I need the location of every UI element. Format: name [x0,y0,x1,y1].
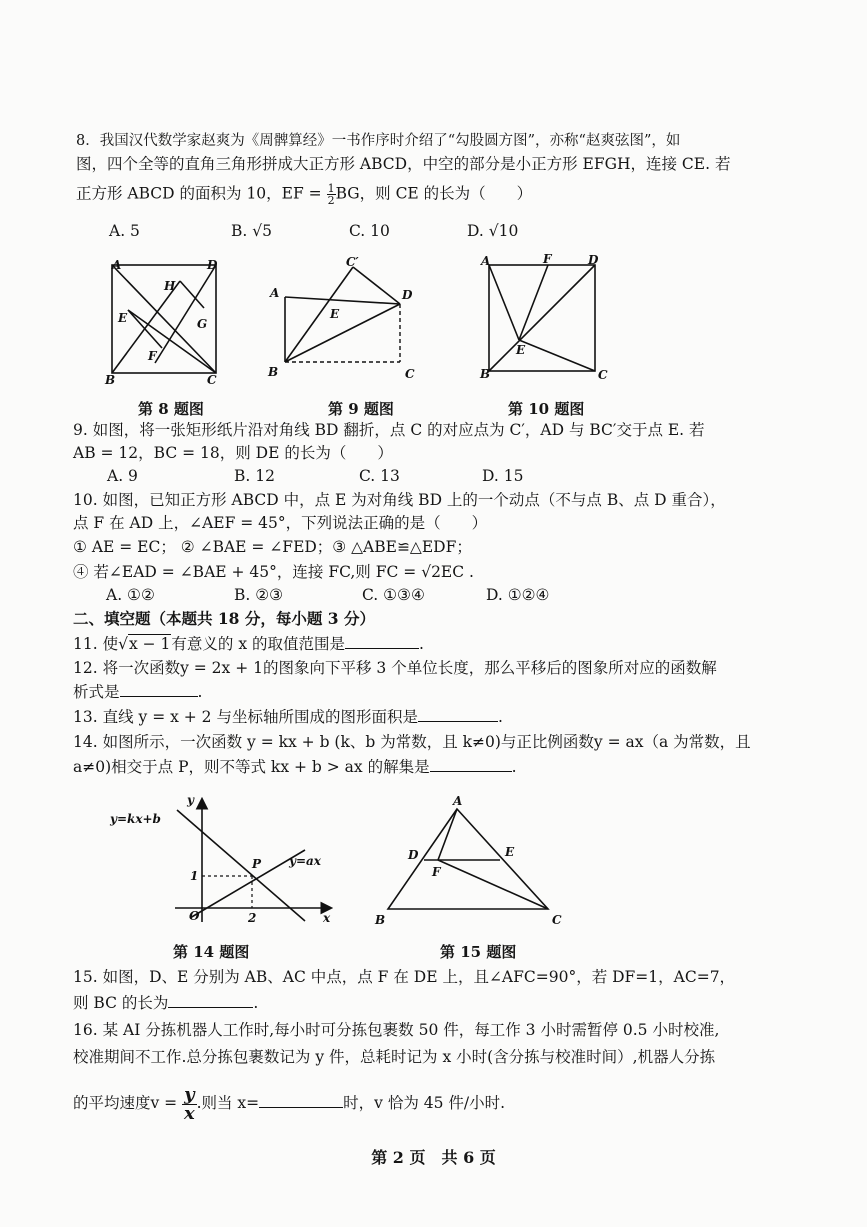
figure-8 [100,250,230,390]
q14-answer-blank[interactable] [430,757,512,772]
q8-line3-a: 正方形 ABCD 的面积为 10，EF = [76,184,327,203]
fig8-label-g: G [197,317,208,331]
fig14-label-kx-plus-b: y=kx+b [110,812,161,826]
q13-line [73,707,503,727]
figure-10 [476,250,616,385]
caption-figure-14: 第 14 题图 [173,943,250,961]
q12-line1: 12. 将一次函数y = 2x + 1的图象向下平移 3 个单位长度，那么平移后的图象所对应的函数解 [73,659,717,677]
q10-option-c: C. ①③④ [362,586,425,604]
q11-prefix: 11. 使 [73,635,119,653]
q13-text: 13. 直线 y = x + 2 与坐标轴所围成的图形面积是 [73,708,418,726]
sqrt-symbol: √ [118,635,128,653]
q8-line3-b: BG，则 CE 的长为（ ） [335,184,533,203]
q9-line2: AB = 12，BC = 18，则 DE 的长为（ ） [73,444,393,462]
q16-line3-b: .则当 x= [196,1094,260,1112]
q10-line2: 点 F 在 AD 上，∠AEF = 45°，下列说法正确的是（ ） [73,514,488,532]
fig8-label-b: B [105,373,116,387]
q8-option-c: C. 10 [349,222,390,240]
q8-option-a: A. 5 [109,222,140,240]
fig10-label-d: D [588,253,599,267]
fig9-label-a: A [270,286,280,300]
fig9-label-b: B [268,365,279,379]
q15-end: . [253,994,259,1012]
fig8-label-c: C [207,373,217,387]
fig8-label-f: F [148,349,157,363]
q10-line4: ④ 若∠EAD = ∠BAE + 45°，连接 FC,则 FC = √2EC . [73,563,474,581]
fig14-tick-1: 1 [190,869,199,883]
q9-line1: 9. 如图，将一张矩形纸片沿对角线 BD 翻折，点 C 的对应点为 C′，AD 与 BC′交于点 E. 若 [73,421,705,439]
fig15-label-b: B [375,913,386,927]
q11-text: 有意义的 x 的取值范围是 [171,635,346,653]
q9-option-a: A. 9 [107,467,138,485]
q16-line3-c: 时，v 恰为 45 件/小时. [343,1094,506,1112]
q8-option-d: D. √10 [467,222,519,240]
q8-option-b: B. √5 [231,222,272,240]
q8-line1: 8．我国汉代数学家赵爽为《周髀算经》一书作序时介绍了“勾股圆方图”，亦称“赵爽弦图”，如 [76,133,681,149]
q16-fraction [182,1083,196,1124]
figure-9 [262,252,422,387]
q16-frac-den: x [183,1102,195,1124]
q13-answer-blank[interactable] [418,707,498,722]
fig15-label-d: D [408,848,419,862]
q15-answer-blank[interactable] [168,993,253,1008]
q12-line2-text: 析式是 [73,683,120,701]
q14-end: . [511,758,517,776]
fig9-label-d: D [402,288,413,302]
q8-line2: 图，四个全等的直角三角形拼成大正方形 ABCD，中空的部分是小正方形 EFGH，连接 CE. 若 [76,155,731,173]
fig15-label-f: F [432,865,441,879]
q12-end: . [197,683,203,701]
fig9-label-c: C [405,367,415,381]
q16-line3 [73,1083,505,1123]
q9-option-c: C. 13 [359,467,400,485]
q8-line3 [76,183,532,206]
fig15-label-e: E [505,845,515,859]
page-footer: 第 2 页 共 6 页 [371,1148,496,1167]
fig8-label-h: H [164,279,176,293]
fig14-tick-2: 2 [248,911,257,925]
caption-figure-8: 第 8 题图 [138,400,204,418]
fig14-label-x: x [323,911,331,925]
caption-figure-10: 第 10 题图 [508,400,585,418]
q10-line1: 10. 如图，已知正方形 ABCD 中，点 E 为对角线 BD 上的一个动点（不与点 B、点 D 重合）， [73,491,726,509]
q15-line1: 15. 如图，D、E 分别为 AB、AC 中点，点 F 在 DE 上，且∠AFC=90°，若 DF=1，AC=7， [73,968,736,986]
q14-line2 [73,757,517,777]
q10-option-b: B. ②③ [234,586,284,604]
q15-line2-text: 则 BC 的长为 [73,994,169,1012]
q15-line2 [73,993,258,1013]
fig8-label-a: A [112,258,122,272]
section-heading-fill-in: 二、填空题（本题共 18 分，每小题 3 分） [73,609,375,628]
q9-option-d: D. 15 [482,467,524,485]
q8-frac-num: 1 [327,182,335,195]
q12-answer-blank[interactable] [120,682,198,697]
fig10-label-c: C [598,368,608,382]
q11-radicand: x − 1 [128,635,171,653]
fig15-label-c: C [552,913,562,927]
fig10-label-b: B [480,367,491,381]
q16-line2: 校准期间不工作.总分拣包裹数记为 y 件，总耗时记为 x 小时(含分拣与校准时间）,机器人分拣 [73,1048,716,1066]
q11-answer-blank[interactable] [345,634,419,649]
caption-figure-9: 第 9 题图 [328,400,394,418]
fig14-label-y: y [187,793,194,807]
q16-frac-num: y [184,1083,195,1105]
figure-15 [370,792,570,932]
q8-fraction [327,183,336,206]
fig10-label-e: E [516,343,526,357]
q8-frac-den: 2 [327,194,335,207]
q11-end: . [419,635,424,653]
q16-line1: 16. 某 AI 分拣机器人工作时,每小时可分拣包裹数 50 件，每工作 3 小时需暂停 0.5 小时校准, [73,1021,720,1039]
caption-figure-15: 第 15 题图 [440,943,517,961]
q13-end: . [497,708,503,726]
fig9-label-e: E [330,307,340,321]
fig8-label-e: E [118,311,128,325]
q14-line1: 14. 如图所示，一次函数 y = kx + b (k、b 为常数，且 k≠0)与正比例函数y = ax（a 为常数，且 [73,733,751,751]
fig15-label-a: A [453,794,463,808]
q14-line2-text: a≠0)相交于点 P，则不等式 kx + b > ax 的解集是 [73,758,430,776]
q12-line2 [73,682,202,702]
fig14-label-ax: y=ax [289,854,321,868]
q9-option-b: B. 12 [234,467,275,485]
fig9-label-c-prime: C′ [346,255,359,269]
fig14-label-origin: O [189,909,200,923]
q16-answer-blank[interactable] [259,1093,343,1108]
fig14-label-p: P [252,857,262,871]
fig8-label-d: D [207,258,218,272]
fig10-label-a: A [481,254,491,268]
q10-line3: ① AE = EC； ② ∠BAE = ∠FED；③ △ABE≌△EDF； [73,538,472,556]
q10-option-a: A. ①② [106,586,155,604]
fig10-label-f: F [543,252,552,266]
q10-option-d: D. ①②④ [486,586,550,604]
q16-line3-a: 的平均速度v = [73,1094,183,1112]
q11-line [73,634,424,654]
figure-14 [105,790,345,935]
